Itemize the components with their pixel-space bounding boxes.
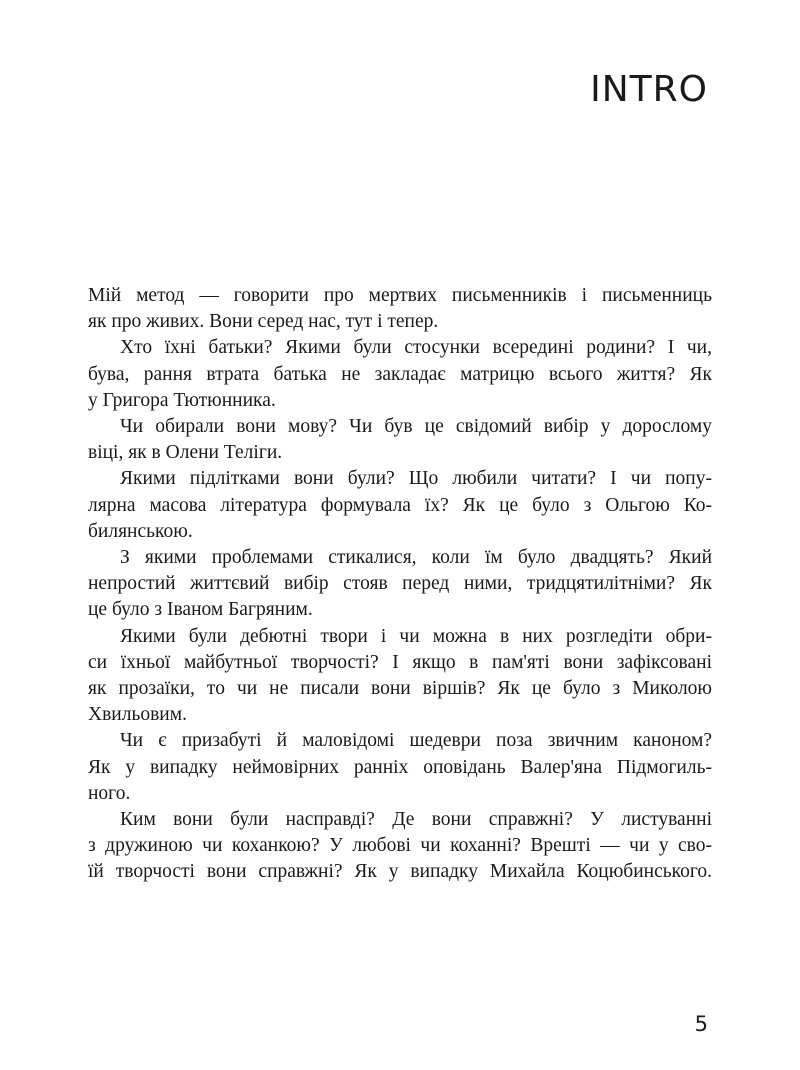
text-line: як про живих. Вони серед нас, тут і тепер. <box>88 311 439 333</box>
text-line: Якими підлітками вони були? Що любили читати? І чи попу- <box>120 468 712 490</box>
text-line: як прозаїки, то чи не писали вони віршів? Як це було з Миколою <box>88 678 712 700</box>
paragraph <box>88 624 712 729</box>
page-title: INTRO <box>590 69 708 110</box>
text-line: Чи обирали вони мову? Чи був це свідомий вибір у дорослому <box>120 416 712 438</box>
text-line: си їхньої майбутньої творчості? І якщо в пам'яті вони зафіксовані <box>88 651 712 673</box>
text-line: це було з Іваном Багряним. <box>88 599 313 621</box>
text-line: з дружиною чи коханкою? У любові чи коханні? Врешті — чи у сво- <box>88 835 712 857</box>
text-line: билянською. <box>88 520 193 542</box>
page-number: 5 <box>694 1012 708 1036</box>
paragraph <box>88 335 712 414</box>
text-line: Ким вони були насправді? Де вони справжні? У листуванні <box>120 809 712 831</box>
text-line: Як у випадку неймовірних ранніх оповідань Валер'яна Підмогиль- <box>88 756 712 778</box>
paragraph <box>88 466 712 545</box>
text-line: Якими були дебютні твори і чи можна в них розгледіти обри- <box>120 625 712 647</box>
text-line: віці, як в Олени Теліги. <box>88 442 283 464</box>
text-line: Чи є призабуті й маловідомі шедеври поза звичним каноном? <box>120 730 712 752</box>
paragraph <box>88 283 712 335</box>
text-line: бува, рання втрата батька не закладає матрицю всього життя? Як <box>88 363 712 385</box>
text-line: Хто їхні батьки? Якими були стосунки всередині родини? І чи, <box>120 337 712 359</box>
text-line: їй творчості вони справжні? Як у випадку Михайла Коцюбинського. <box>88 861 712 883</box>
text-line: Хвильовим. <box>88 704 187 726</box>
text-line: З якими проблемами стикалися, коли їм було двадцять? Який <box>120 547 712 569</box>
text-line: Мій метод — говорити про мертвих письменників і письменниць <box>88 285 712 306</box>
paragraph <box>88 545 712 624</box>
text-line: лярна масова література формувала їх? Як це було з Ольгою Ко- <box>88 494 712 516</box>
intro-body-text <box>88 283 712 886</box>
text-line: непростий життєвий вибір стояв перед ними, тридцятилітніми? Як <box>88 573 712 595</box>
paragraph <box>88 807 712 886</box>
paragraph <box>88 728 712 807</box>
text-line: у Григора Тютюнника. <box>88 389 276 411</box>
text-line: ного. <box>88 782 131 804</box>
paragraph <box>88 414 712 466</box>
